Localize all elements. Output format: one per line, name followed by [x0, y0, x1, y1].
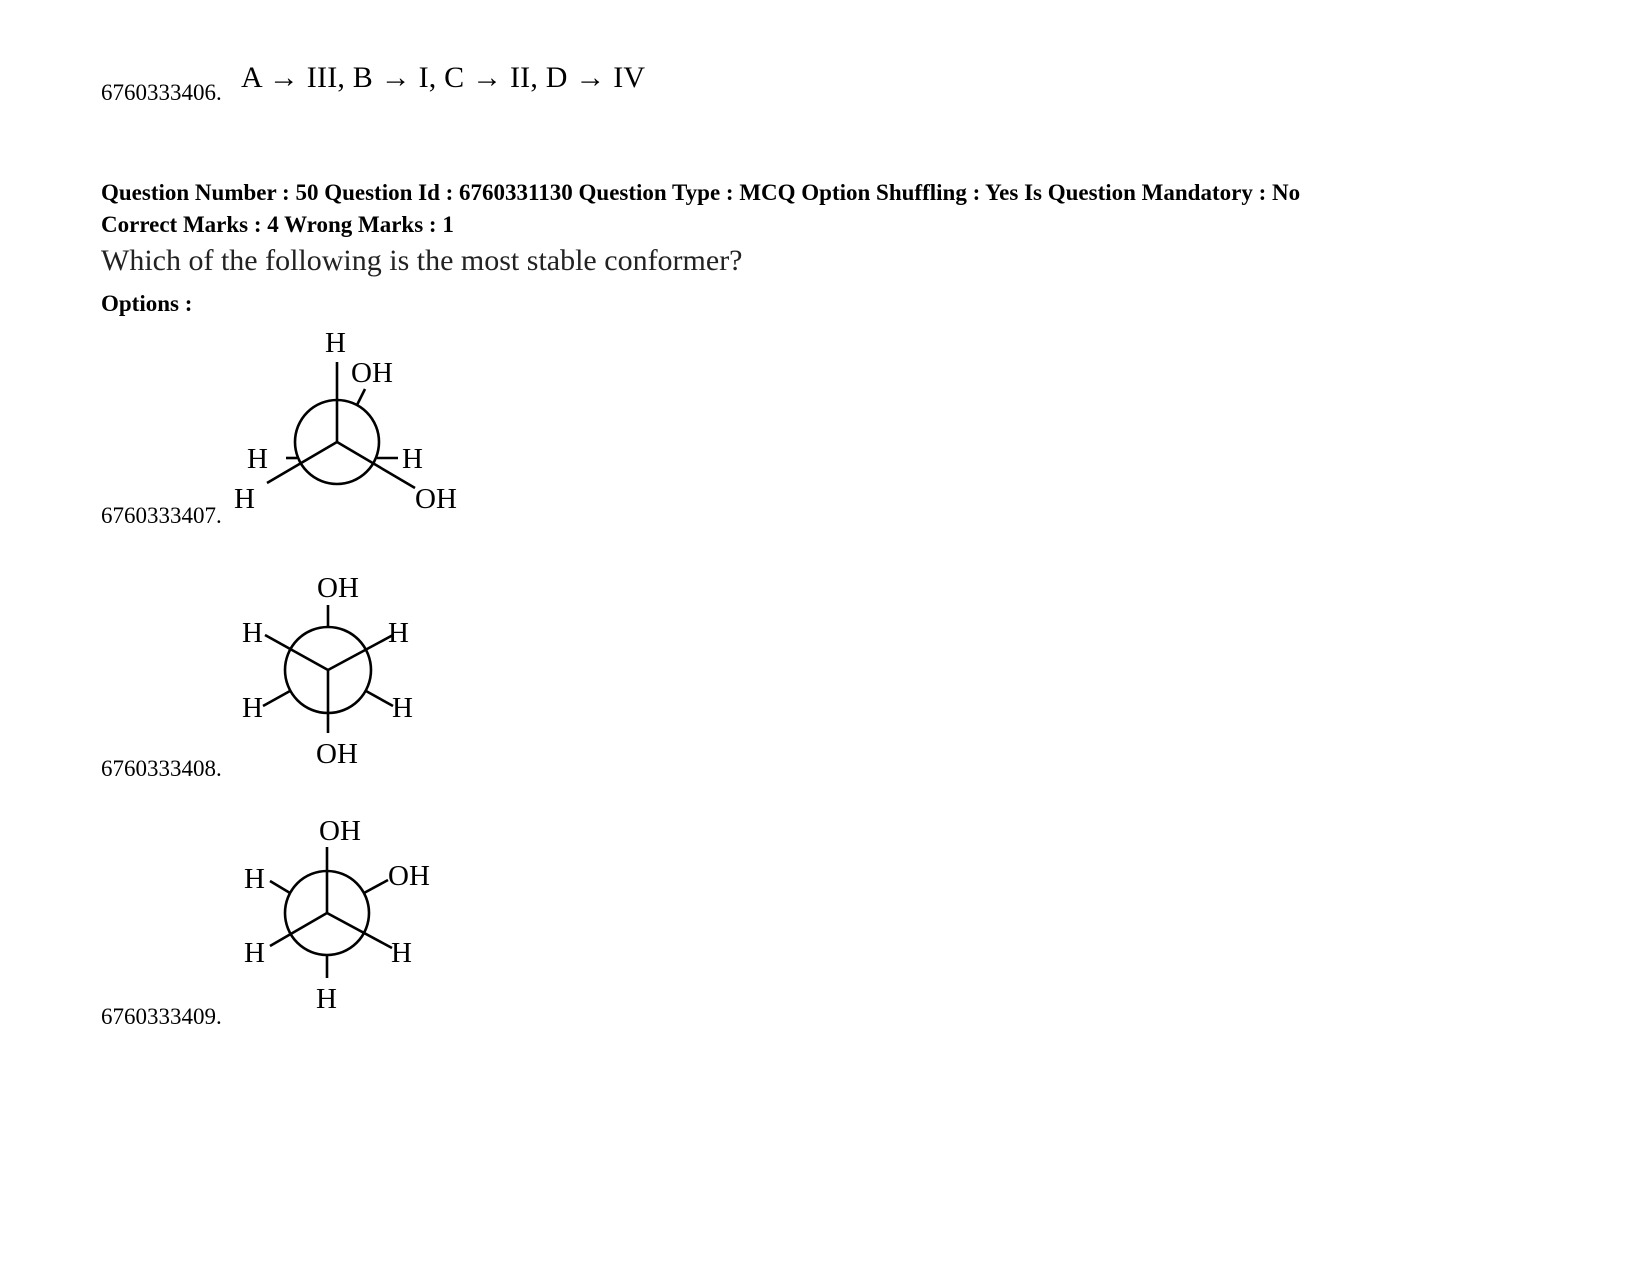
atom-label: OH — [351, 357, 393, 389]
back-bond-lower-left — [263, 691, 290, 706]
question-text: Which of the following is the most stable conformer? — [101, 244, 743, 277]
atom-label: H — [391, 937, 412, 969]
newman-projection-option-3 — [230, 810, 450, 1020]
back-bond-upper-right — [364, 880, 388, 893]
atom-label: OH — [319, 815, 361, 847]
question-marks-line: Correct Marks : 4 Wrong Marks : 1 — [101, 212, 454, 237]
atom-label: OH — [388, 860, 430, 892]
newman-projection-option-1 — [230, 325, 470, 520]
option-id: 6760333406. — [101, 80, 222, 105]
back-bond-upper-left — [270, 881, 290, 893]
atom-label: OH — [415, 483, 457, 515]
front-bond-lower-left — [270, 913, 327, 946]
atom-label: H — [402, 443, 423, 475]
front-bond-lower-left — [267, 442, 337, 483]
atom-label: OH — [316, 738, 358, 770]
atom-label: H — [234, 483, 255, 515]
option-id: 6760333408. — [101, 756, 222, 781]
atom-label: H — [316, 983, 337, 1015]
atom-label: H — [244, 937, 265, 969]
atom-label: H — [392, 692, 413, 724]
option-answer-text: A → III, B → I, C → II, D → IV — [241, 61, 646, 94]
atom-label: H — [242, 617, 263, 649]
question-meta-line: Question Number : 50 Question Id : 6760331130 Question Type : MCQ Option Shuffling : Yes Is Question Mandatory : No — [101, 180, 1301, 205]
atom-label: H — [247, 443, 268, 475]
atom-label: H — [388, 617, 409, 649]
option-id: 6760333409. — [101, 1004, 222, 1029]
option-id: 6760333407. — [101, 503, 222, 528]
options-label: Options : — [101, 291, 193, 316]
front-bond-lower-right — [327, 913, 392, 948]
back-bond-lower-right — [366, 691, 393, 706]
atom-label: OH — [317, 572, 359, 604]
back-bond-upper-right — [357, 389, 365, 405]
newman-projection-option-2 — [230, 565, 450, 775]
atom-label: H — [244, 863, 265, 895]
atom-label: H — [242, 692, 263, 724]
atom-label: H — [325, 327, 346, 359]
